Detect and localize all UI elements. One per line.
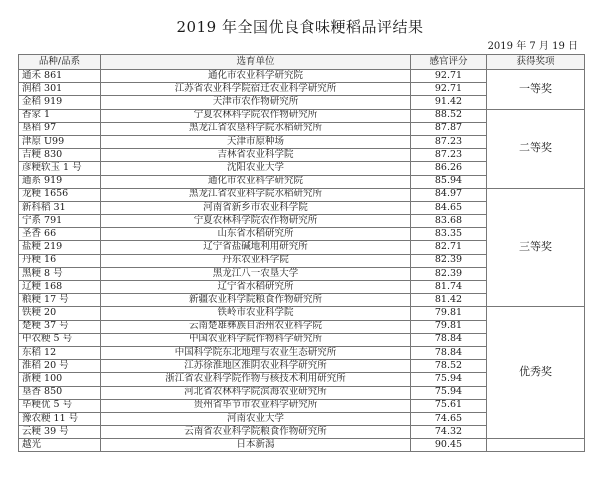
cell-variety: 淮稻 20 号 (19, 360, 101, 373)
cell-unit: 丹东农业科学院 (101, 254, 411, 267)
cell-score: 78.84 (411, 333, 487, 346)
cell-score: 82.39 (411, 254, 487, 267)
cell-award: 二等奖 (487, 109, 585, 188)
cell-unit: 黑龙江省农业科学院水稻研究所 (101, 188, 411, 201)
cell-variety: 金稻 919 (19, 96, 101, 109)
cell-score: 87.23 (411, 149, 487, 162)
cell-variety: 黑粳 8 号 (19, 267, 101, 280)
results-table (18, 54, 585, 452)
cell-variety: 新科稻 31 (19, 201, 101, 214)
table-row (19, 70, 585, 83)
cell-unit: 新疆农业科学院粮食作物研究所 (101, 294, 411, 307)
cell-score: 91.42 (411, 96, 487, 109)
cell-variety: 浙粳 100 (19, 373, 101, 386)
cell-variety: 铁粳 20 (19, 307, 101, 320)
cell-variety: 津原 U99 (19, 135, 101, 148)
cell-variety: 垦香 850 (19, 386, 101, 399)
cell-score: 78.84 (411, 346, 487, 359)
cell-variety: 盐粳 219 (19, 241, 101, 254)
cell-unit: 吉林省农业科学院 (101, 149, 411, 162)
cell-score: 75.94 (411, 373, 487, 386)
cell-unit: 日本新潟 (101, 439, 411, 452)
cell-unit: 辽宁省水稻研究所 (101, 281, 411, 294)
table-row (19, 109, 585, 122)
cell-variety: 越光 (19, 439, 101, 452)
cell-score: 83.68 (411, 215, 487, 228)
cell-score: 75.61 (411, 399, 487, 412)
cell-score: 85.94 (411, 175, 487, 188)
cell-unit: 中国科学院东北地理与农业生态研究所 (101, 346, 411, 359)
cell-variety: 丹粳 16 (19, 254, 101, 267)
table-row (19, 307, 585, 320)
cell-variety: 垦稻 97 (19, 122, 101, 135)
cell-unit: 河南省新乡市农业科学院 (101, 201, 411, 214)
page-title: 2019 年全国优良食味粳稻品评结果 (176, 18, 424, 36)
cell-award: 三等奖 (487, 188, 585, 307)
cell-variety: 龙粳 1656 (19, 188, 101, 201)
cell-unit: 辽宁省盐碱地利用研究所 (101, 241, 411, 254)
cell-score: 92.71 (411, 70, 487, 83)
cell-score: 82.39 (411, 267, 487, 280)
cell-variety: 粮粳 17 号 (19, 294, 101, 307)
cell-score: 81.42 (411, 294, 487, 307)
cell-variety: 中农粳 5 号 (19, 333, 101, 346)
cell-unit: 黑龙江八一农垦大学 (101, 267, 411, 280)
cell-score: 79.81 (411, 307, 487, 320)
cell-unit: 中国农业科学院作物科学研究所 (101, 333, 411, 346)
table-header-row (19, 55, 585, 70)
table-row (19, 188, 585, 201)
cell-score: 87.23 (411, 135, 487, 148)
cell-variety: 通系 919 (19, 175, 101, 188)
cell-score: 74.32 (411, 426, 487, 439)
cell-variety: 毕粳优 5 号 (19, 399, 101, 412)
cell-unit: 浙江省农业科学院作物与核技术利用研究所 (101, 373, 411, 386)
cell-award (487, 439, 585, 452)
cell-variety: 豫农粳 11 号 (19, 412, 101, 425)
cell-unit: 宁夏农林科学院农作物研究所 (101, 215, 411, 228)
cell-variety: 宁系 791 (19, 215, 101, 228)
cell-score: 84.65 (411, 201, 487, 214)
cell-unit: 云南楚雄彝族自治州农业科学院 (101, 320, 411, 333)
cell-score: 90.45 (411, 439, 487, 452)
cell-variety: 辽粳 168 (19, 281, 101, 294)
header-award: 获得奖项 (487, 55, 585, 70)
header-score: 感官评分 (411, 55, 487, 70)
cell-score: 84.97 (411, 188, 487, 201)
cell-unit: 天津市原种场 (101, 135, 411, 148)
cell-unit: 通化市农业科学研究院 (101, 175, 411, 188)
cell-unit: 贵州省毕节市农业科学研究所 (101, 399, 411, 412)
cell-unit: 通化市农业科学研究院 (101, 70, 411, 83)
cell-award: 优秀奖 (487, 307, 585, 439)
cell-variety: 香家 1 (19, 109, 101, 122)
table-row (19, 439, 585, 452)
cell-score: 78.52 (411, 360, 487, 373)
cell-variety: 圣香 66 (19, 228, 101, 241)
cell-award: 一等奖 (487, 70, 585, 110)
cell-score: 79.81 (411, 320, 487, 333)
cell-unit: 山东省水稻研究所 (101, 228, 411, 241)
cell-unit: 江苏徐淮地区淮阴农业科学研究所 (101, 360, 411, 373)
table-body (19, 70, 585, 452)
cell-variety: 彦粳软玉 1 号 (19, 162, 101, 175)
cell-score: 75.94 (411, 386, 487, 399)
cell-score: 92.71 (411, 83, 487, 96)
cell-unit: 江苏省农业科学院宿迁农业科学研究所 (101, 83, 411, 96)
cell-variety: 东稻 12 (19, 346, 101, 359)
cell-variety: 楚粳 37 号 (19, 320, 101, 333)
cell-unit: 宁夏农林科学院农作物研究所 (101, 109, 411, 122)
cell-score: 88.52 (411, 109, 487, 122)
report-date: 2019 年 7 月 19 日 (487, 41, 578, 52)
header-unit: 选育单位 (101, 55, 411, 70)
cell-unit: 铁岭市农业科学院 (101, 307, 411, 320)
cell-unit: 云南省农业科学院粮食作物研究所 (101, 426, 411, 439)
cell-unit: 天津市农作物研究所 (101, 96, 411, 109)
cell-variety: 云粳 39 号 (19, 426, 101, 439)
cell-unit: 黑龙江省农垦科学院水稻研究所 (101, 122, 411, 135)
cell-score: 82.71 (411, 241, 487, 254)
cell-unit: 河北省农林科学院滨海农业研究所 (101, 386, 411, 399)
cell-score: 81.74 (411, 281, 487, 294)
cell-variety: 吉粳 830 (19, 149, 101, 162)
cell-unit: 沈阳农业大学 (101, 162, 411, 175)
cell-score: 74.65 (411, 412, 487, 425)
cell-variety: 润稻 301 (19, 83, 101, 96)
cell-score: 86.26 (411, 162, 487, 175)
cell-score: 87.87 (411, 122, 487, 135)
header-variety: 品种/品系 (19, 55, 101, 70)
cell-unit: 河南农业大学 (101, 412, 411, 425)
cell-variety: 通禾 861 (19, 70, 101, 83)
cell-score: 83.35 (411, 228, 487, 241)
